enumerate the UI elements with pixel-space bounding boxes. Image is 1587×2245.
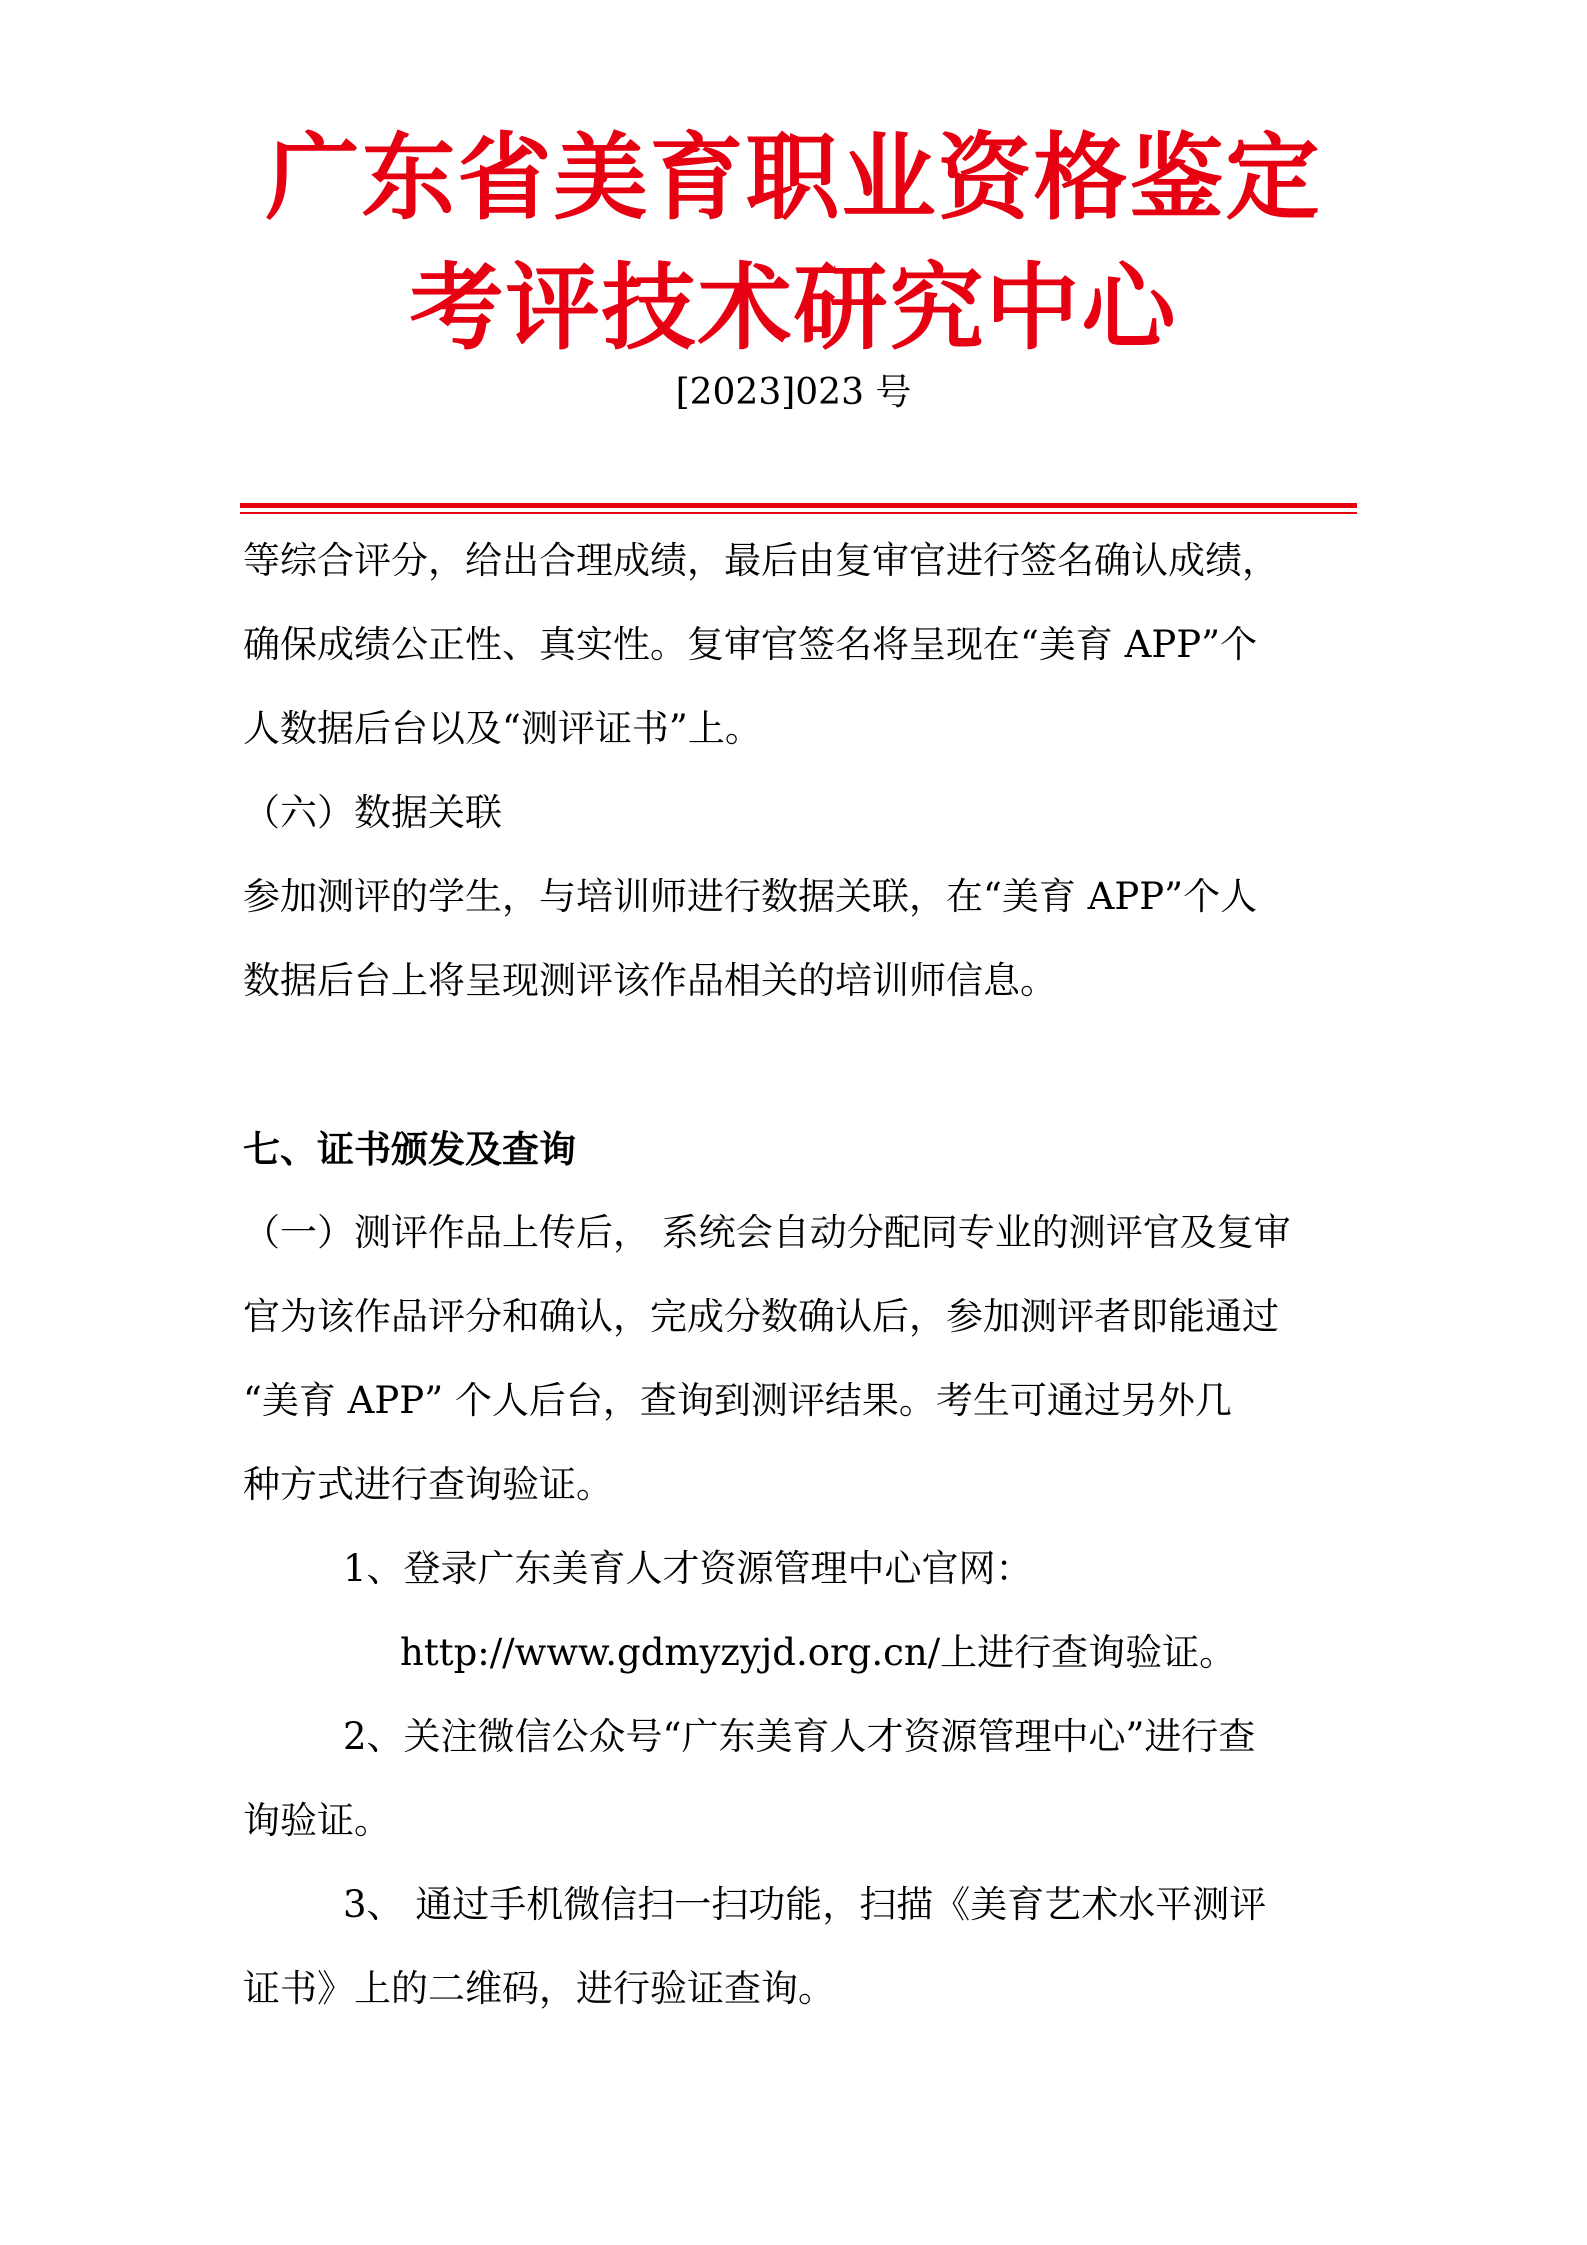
method-item-1: 1、登录广东美育人才资源管理中心官网：	[343, 1547, 1033, 1590]
body-line: （一）测评作品上传后， 系统会自动分配同专业的测评官及复审	[243, 1211, 1291, 1254]
paragraph-gap	[243, 1023, 1358, 1107]
body-line: 官为该作品评分和确认，完成分数确认后，参加测评者即能通过	[243, 1295, 1279, 1338]
body-line: 确保成绩公正性、真实性。复审官签名将呈现在“美育 APP”个	[243, 623, 1258, 666]
website-url-text: http://www.gdmyzyjd.org.cn/上进行查询验证。	[400, 1631, 1237, 1674]
org-title-line1: 广东省美育职业资格鉴定	[265, 123, 1322, 233]
body-line: 数据后台上将呈现测评该作品相关的培训师信息。	[243, 959, 1057, 1002]
document-body	[243, 519, 1358, 2031]
document-number: [2023]023 号	[675, 372, 912, 413]
body-line: 证书》上的二维码，进行验证查询。	[243, 1967, 835, 2010]
subsection-heading-data-association: （六）数据关联	[243, 791, 502, 834]
body-line: 人数据后台以及“测评证书”上。	[243, 707, 762, 750]
section-heading: 七、证书颁发及查询	[243, 1127, 576, 1171]
body-line: 询验证。	[243, 1799, 391, 1842]
header-divider-thin	[240, 512, 1357, 514]
body-line: “美育 APP” 个人后台，查询到测评结果。考生可通过另外几	[243, 1379, 1232, 1422]
header-divider-thick	[240, 503, 1357, 508]
body-line: 种方式进行查询验证。	[243, 1463, 613, 1506]
org-title-line2: 考评技术研究中心	[409, 253, 1178, 363]
method-item-3: 3、 通过手机微信扫一扫功能，扫描《美育艺术水平测评	[343, 1883, 1267, 1926]
body-line: 参加测评的学生，与培训师进行数据关联，在“美育 APP”个人	[243, 875, 1258, 918]
method-item-2: 2、关注微信公众号“广东美育人才资源管理中心”进行查	[343, 1715, 1256, 1758]
body-line: 等综合评分，给出合理成绩，最后由复审官进行签名确认成绩，	[243, 539, 1279, 582]
